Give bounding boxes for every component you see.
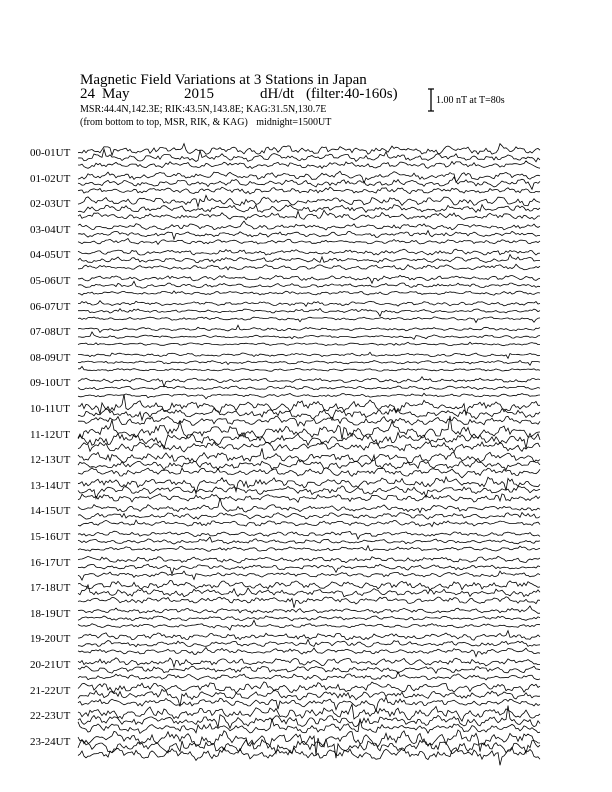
trace-msr [78,264,540,270]
trace-rik [78,616,540,621]
trace-rik [78,255,540,263]
midnight-note: midnight=1500UT [256,117,332,128]
trace-msr [78,393,540,399]
trace-rik [78,205,540,213]
scale-label: 1.00 nT at T=80s [436,95,505,106]
date-year: 2015 [184,86,214,102]
hour-label: 23-24UT [30,735,71,748]
hour-label: 05-06UT [30,275,71,287]
trace-kag [78,658,540,667]
chart-title: Magnetic Field Variations at 3 Stations in Japan [80,72,367,88]
trace-kag [78,377,540,387]
trace-rik [78,309,540,317]
trace-kag [78,682,540,693]
trace-rik [78,360,540,365]
trace-kag [78,730,540,755]
trace-kag [78,581,540,591]
trace-rik [78,564,540,574]
date-day: 24 [80,86,95,102]
trace-kag [78,249,540,255]
hour-label: 17-18UT [30,582,71,595]
hour-label: 20-21UT [30,659,71,671]
hour-label: 11-12UT [30,428,70,441]
trace-kag [78,171,540,183]
trace-msr [78,366,540,371]
trace-msr [78,571,540,580]
trace-kag [78,195,540,206]
trace-kag [78,352,540,358]
trace-msr [78,239,540,245]
trace-rik [78,585,540,597]
hour-label: 18-19UT [30,607,71,620]
trace-kag [78,144,540,156]
trace-msr [78,161,540,169]
filter-label: (filter:40-160s) [306,86,398,102]
hour-label: 04-05UT [30,249,71,262]
trace-msr [78,317,540,323]
hour-label: 00-01UT [30,147,71,159]
hour-label: 21-22UT [30,684,71,697]
hour-label: 01-02UT [30,172,71,185]
hour-label: 08-09UT [30,351,71,364]
hour-label: 02-03UT [30,198,71,211]
trace-rik [78,177,540,189]
trace-msr [78,747,540,765]
trace-msr [78,648,540,657]
trace-msr [78,546,540,552]
hour-label: 10-11UT [30,403,70,415]
trace-msr [78,187,540,194]
trace-msr [78,210,540,220]
trace-rik [78,386,540,390]
trace-rik [78,231,540,240]
hour-label: 09-10UT [30,377,71,390]
trace-msr [78,620,540,630]
hour-label: 12-13UT [30,454,71,467]
trace-msr [78,342,540,346]
trace-kag [78,448,540,463]
hour-label: 15-16UT [30,531,71,543]
hour-label: 03-04UT [30,223,71,236]
trace-rik [78,666,540,673]
trace-kag [78,301,540,307]
trace-msr [78,494,540,503]
trace-rik [78,332,540,339]
hour-label: 13-14UT [30,479,71,492]
scale-bar [428,89,434,111]
trace-kag [78,531,540,539]
hour-label: 22-23UT [30,710,71,723]
quantity-label: dH/dt [260,86,295,102]
trace-msr [78,719,540,734]
trace-msr [78,597,540,608]
trace-rik [78,513,540,520]
trace-msr [78,291,540,295]
trace-msr [78,520,540,527]
date-month: May [102,86,130,102]
hour-label: 19-20UT [30,633,71,646]
trace-kag [78,221,540,230]
order-note: (from bottom to top, MSR, RIK, & KAG) [80,117,248,128]
trace-kag [78,606,540,613]
trace-kag [78,275,540,283]
trace-rik [78,537,540,544]
hour-label: 16-17UT [30,556,71,569]
trace-kag [78,416,540,439]
trace-kag [78,325,540,332]
hour-label: 14-15UT [30,505,71,518]
trace-rik [78,281,540,288]
trace-kag [78,556,540,562]
trace-rik [78,739,540,758]
trace-kag [78,498,540,513]
trace-rik [78,706,540,729]
hour-label: 07-08UT [30,326,71,339]
trace-rik [78,640,540,648]
trace-msr [78,468,540,478]
trace-msr [78,672,540,681]
hour-label: 06-07UT [30,300,71,313]
trace-kag [78,631,540,641]
trace-msr [78,416,540,426]
station-coordinates: MSR:44.4N,142.3E; RIK:43.5N,143.8E; KAG:31.5N,130.7E [80,104,327,115]
